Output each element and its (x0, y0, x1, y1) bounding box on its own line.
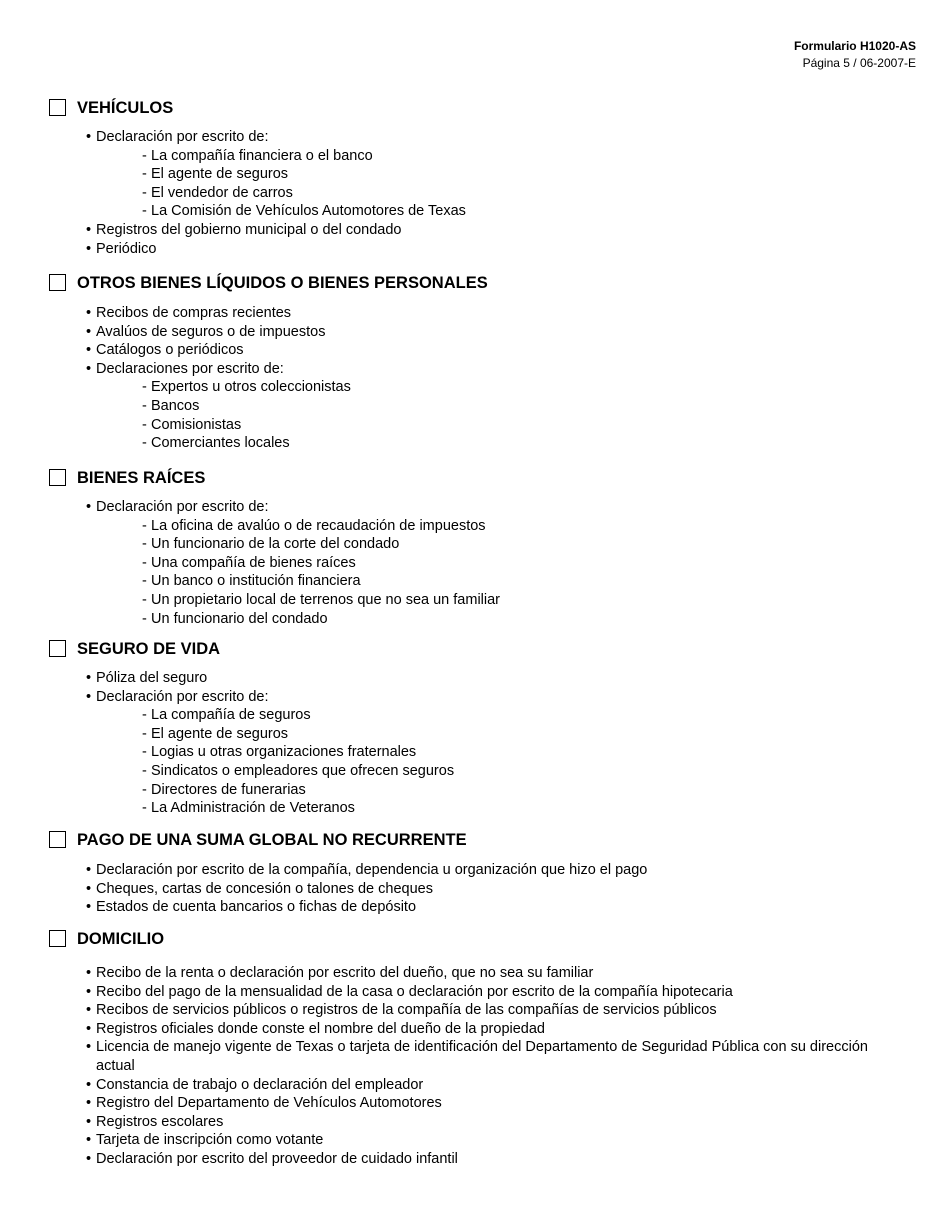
section-header (0, 273, 950, 297)
bullet-icon: • (86, 240, 92, 257)
dash-icon: - (142, 397, 147, 414)
list-item: • Declaración por escrito de: (86, 688, 269, 705)
list-item: • Registros del gobierno municipal o del condado (86, 221, 402, 238)
bullet-icon: • (86, 688, 92, 705)
dash-icon: - (142, 184, 147, 201)
list-item: • Licencia de manejo vigente de Texas o tarjeta de identificación del Departamento de Seguridad Pública con su dirección actual (86, 1039, 868, 1074)
list-item: • Registros oficiales donde conste el nombre del dueño de la propiedad (86, 1020, 545, 1037)
bullet-icon: • (86, 342, 92, 359)
vehiculos-list (0, 128, 950, 258)
sub-list-item: - La compañía financiera o el banco (142, 147, 373, 164)
bullet-icon: • (86, 983, 92, 1000)
list-item: • Recibos de servicios públicos o registros de la compañía de las compañías de servicios públicos (86, 1002, 717, 1019)
otros-bienes-checkbox[interactable] (49, 274, 66, 291)
bullet-icon: • (86, 1002, 92, 1019)
list-item: • Declaración por escrito del proveedor de cuidado infantil (86, 1150, 458, 1167)
section-title: OTROS BIENES LÍQUIDOS O BIENES PERSONALES (77, 274, 488, 292)
bullet-icon: • (86, 965, 92, 981)
sub-list-item: - Sindicatos o empleadores que ofrecen seguros (142, 762, 455, 779)
list-item: • Registros escolares (86, 1113, 224, 1130)
bullet-icon: • (86, 1095, 92, 1112)
sub-list-item: - La Administración de Veteranos (142, 800, 355, 817)
dash-icon: - (142, 707, 147, 724)
page-header (794, 38, 916, 72)
dash-icon: - (142, 379, 147, 396)
bullet-icon: • (86, 1020, 92, 1037)
section-title: DOMICILIO (77, 930, 165, 948)
seguro-de-vida-list (0, 669, 950, 818)
bienes-raices-checkbox[interactable] (49, 469, 66, 486)
bullet-icon: • (86, 499, 92, 515)
sub-list-item: - Comisionistas (142, 416, 242, 433)
section-title: VEHÍCULOS (77, 99, 174, 117)
dash-icon: - (142, 800, 147, 817)
list-item: • Periódico (86, 240, 157, 257)
section-header (0, 98, 950, 122)
list-item: • Avalúos de seguros o de impuestos (86, 323, 326, 340)
list-item: • Póliza del seguro (86, 670, 208, 686)
sub-list-item: - Un funcionario del condado (142, 610, 328, 627)
page-info: Página 5 / 06-2007-E (802, 56, 916, 70)
section-header (0, 468, 950, 492)
sub-list-item: - Comerciantes locales (142, 435, 290, 452)
bullet-icon: • (86, 899, 92, 916)
bullet-icon: • (86, 221, 92, 238)
list-item: • Declaración por escrito de: (86, 129, 269, 145)
list-item: • Constancia de trabajo o declaración del empleador (86, 1076, 424, 1093)
dash-icon: - (142, 147, 147, 164)
dash-icon: - (142, 203, 147, 220)
sub-list-item: - La oficina de avalúo o de recaudación de impuestos (142, 517, 486, 534)
sub-list-item: - El agente de seguros (142, 166, 289, 183)
section-header (0, 929, 950, 953)
bullet-icon: • (86, 129, 92, 145)
section-vehiculos (0, 98, 950, 258)
section-header (0, 639, 950, 663)
seguro-de-vida-checkbox[interactable] (49, 640, 66, 657)
bullet-icon: • (86, 880, 92, 897)
dash-icon: - (142, 762, 147, 779)
domicilio-checkbox[interactable] (49, 930, 66, 947)
list-item: • Recibo de la renta o declaración por escrito del dueño, que no sea su familiar (86, 965, 594, 981)
list-item: • Tarjeta de inscripción como votante (86, 1132, 324, 1149)
bullet-icon: • (86, 1076, 92, 1093)
section-header (0, 830, 950, 854)
section-domicilio (0, 929, 950, 1169)
dash-icon: - (142, 554, 147, 571)
section-title: SEGURO DE VIDA (77, 640, 221, 658)
list-item: • Catálogos o periódicos (86, 342, 244, 359)
dash-icon: - (142, 536, 147, 553)
dash-icon: - (142, 781, 147, 798)
section-pago-suma-global (0, 830, 950, 917)
section-seguro-de-vida (0, 639, 950, 818)
list-item: • Registro del Departamento de Vehículos Automotores (86, 1095, 442, 1112)
section-bienes-raices (0, 468, 950, 628)
dash-icon: - (142, 435, 147, 452)
dash-icon: - (142, 591, 147, 608)
sub-list-item: - Expertos u otros coleccionistas (142, 379, 351, 396)
list-item: • Declaración por escrito de la compañía, dependencia u organización que hizo el pago (86, 862, 648, 878)
bienes-raices-list (0, 498, 950, 628)
bullet-icon: • (86, 670, 92, 686)
domicilio-list (0, 964, 950, 1169)
sub-list-item: - La compañía de seguros (142, 707, 311, 724)
bullet-icon: • (86, 323, 92, 340)
list-item: • Cheques, cartas de concesión o talones de cheques (86, 880, 433, 897)
otros-bienes-list (0, 304, 950, 453)
dash-icon: - (142, 744, 147, 761)
section-otros-bienes (0, 273, 950, 453)
sub-list-item: - Logias u otras organizaciones fraternales (142, 744, 417, 761)
section-title: PAGO DE UNA SUMA GLOBAL NO RECURRENTE (77, 831, 467, 849)
bullet-icon: • (86, 305, 92, 321)
bullet-icon: • (86, 1039, 92, 1056)
bullet-icon: • (86, 1132, 92, 1149)
sub-list-item: - La Comisión de Vehículos Automotores de Texas (142, 203, 466, 220)
pago-suma-global-checkbox[interactable] (49, 831, 66, 848)
sub-list-item: - Un banco o institución financiera (142, 573, 361, 590)
list-item: • Declaración por escrito de: (86, 499, 269, 515)
dash-icon: - (142, 573, 147, 590)
list-item: • Declaraciones por escrito de: (86, 360, 284, 377)
sub-list-item: - Directores de funerarias (142, 781, 306, 798)
dash-icon: - (142, 517, 147, 534)
form-number: Formulario H1020-AS (793, 39, 916, 53)
list-item: • Recibos de compras recientes (86, 305, 292, 321)
sub-list-item: - Una compañía de bienes raíces (142, 554, 356, 571)
sub-list-item: - El vendedor de carros (142, 184, 293, 201)
sub-list-item: - El agente de seguros (142, 725, 289, 742)
section-title: BIENES RAÍCES (77, 469, 206, 487)
list-item: • Recibo del pago de la mensualidad de la casa o declaración por escrito de la compañía hipotecaria (86, 983, 733, 1000)
sub-list-item: - Un funcionario de la corte del condado (142, 536, 400, 553)
bullet-icon: • (86, 1150, 92, 1167)
list-item: • Estados de cuenta bancarios o fichas de depósito (86, 899, 417, 916)
dash-icon: - (142, 416, 147, 433)
bullet-icon: • (86, 1113, 92, 1130)
vehiculos-checkbox[interactable] (49, 99, 66, 116)
dash-icon: - (142, 725, 147, 742)
bullet-icon: • (86, 862, 92, 878)
bullet-icon: • (86, 360, 92, 377)
dash-icon: - (142, 610, 147, 627)
sub-list-item: - Bancos (142, 397, 200, 414)
sub-list-item: - Un propietario local de terrenos que no sea un familiar (142, 591, 501, 608)
pago-suma-global-list (0, 861, 950, 917)
dash-icon: - (142, 166, 147, 183)
